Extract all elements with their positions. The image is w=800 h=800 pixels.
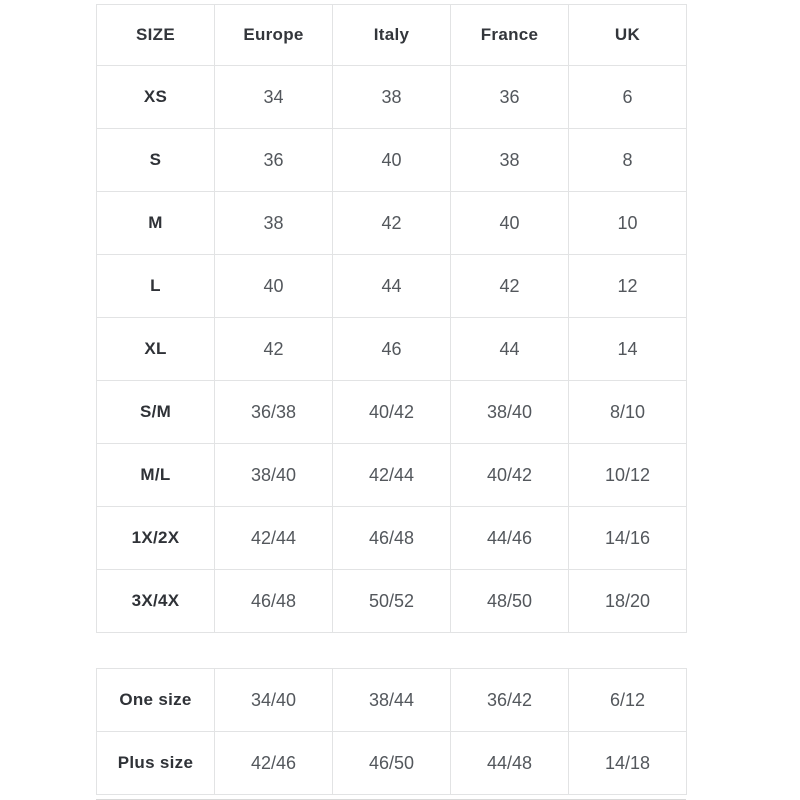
size-value-cell: 38 xyxy=(215,192,333,255)
size-value-cell: 46/48 xyxy=(215,570,333,633)
column-header: France xyxy=(451,5,569,66)
table-row xyxy=(97,669,687,732)
size-label: XS xyxy=(97,66,215,129)
size-value-cell: 12 xyxy=(569,255,687,318)
size-label: 3X/4X xyxy=(97,570,215,633)
size-label: L xyxy=(97,255,215,318)
table-row xyxy=(97,129,687,192)
size-value-cell: 10 xyxy=(569,192,687,255)
size-value-cell: 42 xyxy=(333,192,451,255)
size-value-cell: 38 xyxy=(451,129,569,192)
size-value-cell: 38 xyxy=(333,66,451,129)
special-sizes-table xyxy=(96,668,687,795)
size-value-cell: 44/46 xyxy=(451,507,569,570)
size-value-cell: 18/20 xyxy=(569,570,687,633)
size-conversion-table xyxy=(96,4,687,633)
size-value-cell: 40/42 xyxy=(333,381,451,444)
size-label: M xyxy=(97,192,215,255)
size-chart-page xyxy=(0,4,800,800)
size-value-cell: 46/48 xyxy=(333,507,451,570)
column-header: Italy xyxy=(333,5,451,66)
size-value-cell: 40/42 xyxy=(451,444,569,507)
column-header: UK xyxy=(569,5,687,66)
size-value-cell: 6 xyxy=(569,66,687,129)
table-row xyxy=(97,444,687,507)
size-label: One size xyxy=(97,669,215,732)
size-value-cell: 40 xyxy=(215,255,333,318)
size-value-cell: 46/50 xyxy=(333,732,451,795)
size-value-cell: 6/12 xyxy=(569,669,687,732)
size-label: 1X/2X xyxy=(97,507,215,570)
table-row xyxy=(97,255,687,318)
size-label: Plus size xyxy=(97,732,215,795)
size-value-cell: 36/42 xyxy=(451,669,569,732)
size-value-cell: 44 xyxy=(333,255,451,318)
table-row xyxy=(97,192,687,255)
size-value-cell: 48/50 xyxy=(451,570,569,633)
size-value-cell: 42 xyxy=(215,318,333,381)
size-value-cell: 50/52 xyxy=(333,570,451,633)
size-value-cell: 36/38 xyxy=(215,381,333,444)
size-value-cell: 42 xyxy=(451,255,569,318)
size-value-cell: 10/12 xyxy=(569,444,687,507)
size-label: S xyxy=(97,129,215,192)
size-value-cell: 42/46 xyxy=(215,732,333,795)
size-value-cell: 34/40 xyxy=(215,669,333,732)
size-value-cell: 8/10 xyxy=(569,381,687,444)
size-value-cell: 14 xyxy=(569,318,687,381)
size-value-cell: 36 xyxy=(451,66,569,129)
table-row xyxy=(97,318,687,381)
size-value-cell: 38/44 xyxy=(333,669,451,732)
table-row xyxy=(97,570,687,633)
column-header: SIZE xyxy=(97,5,215,66)
size-value-cell: 8 xyxy=(569,129,687,192)
size-value-cell: 14/16 xyxy=(569,507,687,570)
table-row xyxy=(97,507,687,570)
column-header: Europe xyxy=(215,5,333,66)
size-value-cell: 44 xyxy=(451,318,569,381)
size-value-cell: 44/48 xyxy=(451,732,569,795)
header-row xyxy=(97,5,687,66)
size-value-cell: 40 xyxy=(451,192,569,255)
size-value-cell: 42/44 xyxy=(333,444,451,507)
size-value-cell: 36 xyxy=(215,129,333,192)
size-value-cell: 14/18 xyxy=(569,732,687,795)
size-value-cell: 38/40 xyxy=(451,381,569,444)
size-value-cell: 38/40 xyxy=(215,444,333,507)
table-row xyxy=(97,381,687,444)
size-value-cell: 42/44 xyxy=(215,507,333,570)
size-value-cell: 46 xyxy=(333,318,451,381)
size-value-cell: 34 xyxy=(215,66,333,129)
size-label: XL xyxy=(97,318,215,381)
table-row xyxy=(97,66,687,129)
size-label: M/L xyxy=(97,444,215,507)
table-row xyxy=(97,732,687,795)
size-value-cell: 40 xyxy=(333,129,451,192)
size-label: S/M xyxy=(97,381,215,444)
